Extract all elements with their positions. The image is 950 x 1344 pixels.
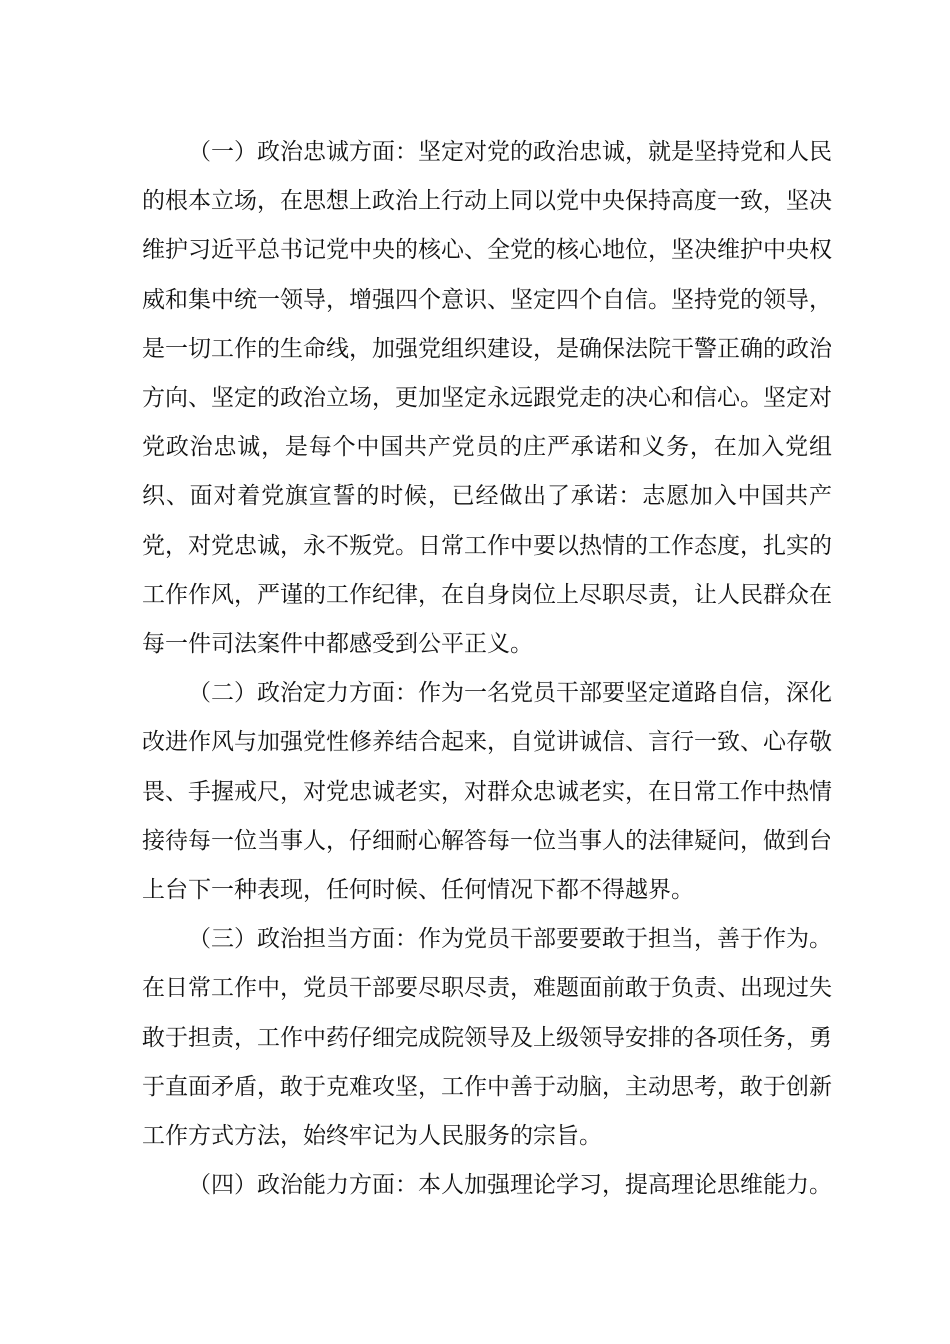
paragraph-political-responsibility: （三）政治担当方面：作为党员干部要要敢于担当，善于作为。在日常工作中，党员干部要尽职尽责，难题面前敢于负责、出现过失敢于担责，工作中药仔细完成院领导及上级领导安排的各项任务，勇于直面矛盾，敢于克难攻坚，工作中善于动脑，主动思考，敢于创新工作方式方法，始终牢记为人民服务的宗旨。 [142, 926, 832, 1150]
paragraph-political-capability: （四）政治能力方面：本人加强理论学习，提高理论思维能力。 [188, 1172, 832, 1199]
paragraph-political-loyalty: （一）政治忠诚方面：坚定对党的政治忠诚，就是坚持党和人民的根本立场，在思想上政治上行动上同以党中央保持高度一致，坚决维护习近平总书记党中央的核心、全党的核心地位，坚决维护中央权威和集中统一领导，增强四个意识、坚定四个自信。坚持党的领导，是一切工作的生命线，加强党组织建设，是确保法院干警正确的政治方向、坚定的政治立场，更加坚定永远跟党走的决心和信心。坚定对党政治忠诚，是每个中国共产党员的庄严承诺和义务，在加入党组织、面对着党旗宣誓的时候，已经做出了承诺：志愿加入中国共产党，对党忠诚，永不叛党。日常工作中要以热情的工作态度，扎实的工作作风，严谨的工作纪律，在自身岗位上尽职尽责，让人民群众在每一件司法案件中都感受到公平正义。 [142, 139, 832, 658]
paragraph-political-steadiness: （二）政治定力方面：作为一名党员干部要坚定道路自信，深化改进作风与加强党性修养结合起来，自觉讲诚信、言行一致、心存敬畏、手握戒尺，对党忠诚老实，对群众忠诚老实，在日常工作中热情接待每一位当事人，仔细耐心解答每一位当事人的法律疑问，做到台上台下一种表现，任何时候、任何情况下都不得越界。 [142, 680, 832, 904]
document-body [142, 128, 832, 1210]
